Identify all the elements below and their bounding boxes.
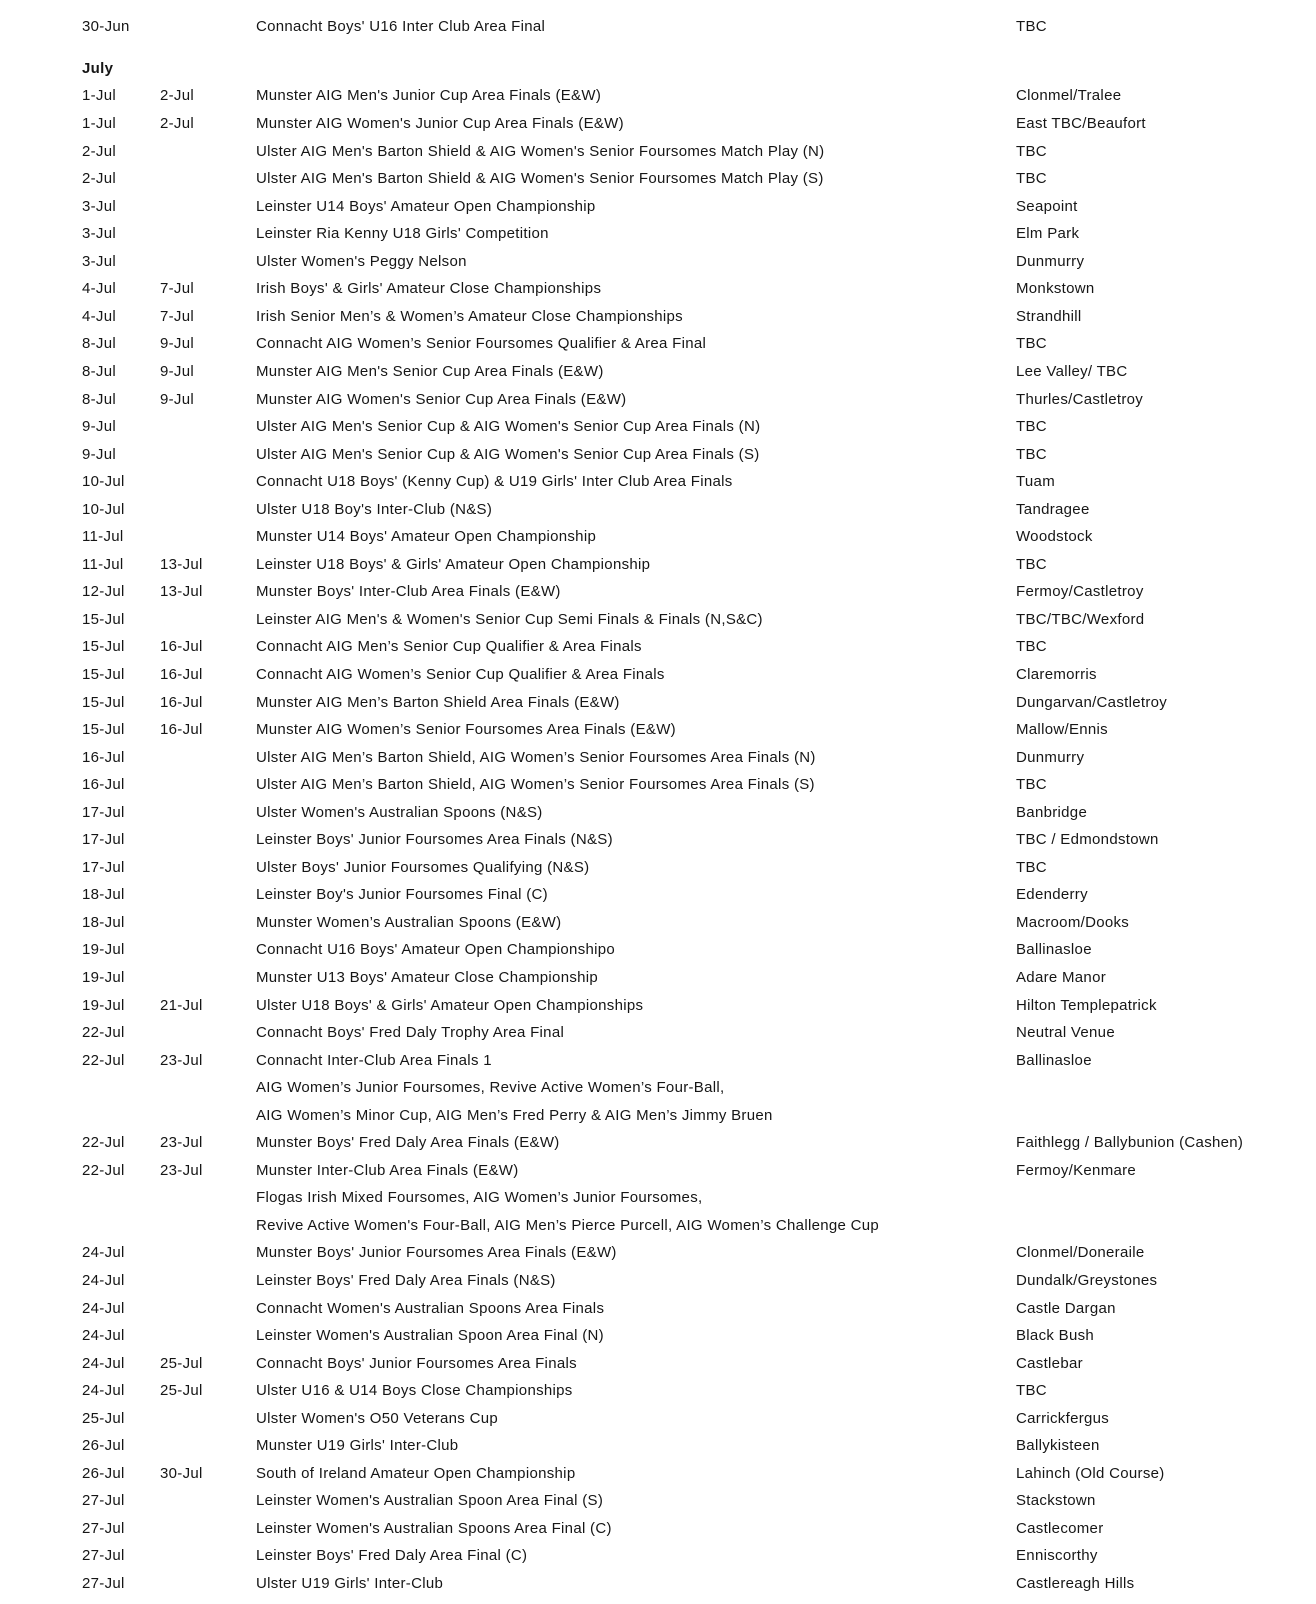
schedule-row: [0, 110, 1316, 138]
schedule-row: [0, 1295, 1316, 1323]
start-date-cell: 19-Jul: [82, 941, 125, 959]
venue-cell: TBC: [1016, 170, 1047, 188]
schedule-row: [0, 854, 1316, 882]
schedule-row: [0, 193, 1316, 221]
schedule-row: [0, 799, 1316, 827]
start-date-cell: 27-Jul: [82, 1547, 125, 1565]
venue-cell: Fermoy/Castletroy: [1016, 583, 1144, 601]
venue-cell: Neutral Venue: [1016, 1024, 1115, 1042]
event-name-cell: Connacht AIG Women’s Senior Foursomes Qualifier & Area Final: [256, 335, 707, 353]
end-date-cell: 21-Jul: [160, 996, 203, 1014]
schedule-row: [0, 964, 1316, 992]
schedule-row: [0, 1432, 1316, 1460]
month-heading: July: [82, 59, 114, 77]
event-name-cell: Ulster U16 & U14 Boys Close Championships: [256, 1382, 573, 1400]
schedule-row: [0, 716, 1316, 744]
schedule-row: [0, 1515, 1316, 1543]
start-date-cell: 27-Jul: [82, 1575, 125, 1593]
venue-cell: Lahinch (Old Course): [1016, 1464, 1165, 1482]
venue-cell: TBC: [1016, 776, 1047, 794]
schedule-row: [0, 303, 1316, 331]
venue-cell: Seapoint: [1016, 197, 1078, 215]
schedule-row: [0, 413, 1316, 441]
event-name-cell: Munster AIG Men's Senior Cup Area Finals (E&W): [256, 362, 604, 380]
event-name-cell: Leinster Boys' Fred Daly Area Finals (N&S): [256, 1272, 556, 1289]
month-heading-row: [0, 55, 1316, 83]
start-date-cell: 17-Jul: [82, 831, 125, 849]
start-date-cell: 27-Jul: [82, 1492, 125, 1510]
venue-cell: Dungarvan/Castletroy: [1016, 693, 1168, 711]
schedule-row: [0, 1129, 1316, 1157]
start-date-cell: 3-Jul: [82, 252, 117, 270]
end-date-cell: 9-Jul: [160, 390, 195, 408]
schedule-row: [0, 220, 1316, 248]
venue-cell: Elm Park: [1016, 225, 1080, 243]
start-date-cell: 9-Jul: [82, 445, 117, 463]
venue-cell: Black Bush: [1016, 1327, 1095, 1345]
start-date-cell: 24-Jul: [82, 1354, 125, 1372]
start-date-cell: 22-Jul: [82, 1051, 125, 1069]
venue-cell: Dunmurry: [1016, 252, 1085, 270]
schedule-row: [0, 165, 1316, 193]
venue-cell: Castle Dargan: [1016, 1299, 1116, 1317]
start-date-cell: 11-Jul: [82, 555, 124, 573]
start-date-cell: 15-Jul: [82, 693, 125, 711]
schedule-row: [0, 661, 1316, 689]
event-name-cell: Connacht U16 Boys' Amateur Open Championshipo: [256, 941, 616, 959]
venue-cell: Ballinasloe: [1016, 1051, 1092, 1069]
start-date-cell: 3-Jul: [82, 197, 117, 215]
schedule-row: [0, 1019, 1316, 1047]
event-name-cell: Munster Boys' Junior Foursomes Area Finals (E&W): [256, 1244, 617, 1262]
schedule-row: [0, 1377, 1316, 1405]
event-name-cell: Leinster Women's Australian Spoon Area Final (N): [256, 1327, 604, 1345]
start-date-cell: 3-Jul: [82, 225, 117, 243]
venue-cell: Hilton Templepatrick: [1016, 996, 1157, 1014]
schedule-row: [0, 1239, 1316, 1267]
schedule-row: [0, 82, 1316, 110]
end-date-cell: 13-Jul: [160, 583, 203, 601]
start-date-cell: 24-Jul: [82, 1299, 125, 1317]
start-date-cell: 2-Jul: [82, 170, 117, 188]
schedule-row: [0, 468, 1316, 496]
end-date-cell: 30-Jul: [160, 1464, 203, 1482]
schedule-row: [0, 386, 1316, 414]
schedule-row: [0, 771, 1316, 799]
venue-cell: Banbridge: [1016, 803, 1088, 821]
event-name-cell: Leinster U14 Boys' Amateur Open Championship: [256, 197, 596, 215]
event-name-cell: Leinster Ria Kenny U18 Girls' Competition: [256, 225, 549, 243]
start-date-cell: 2-Jul: [82, 142, 117, 160]
venue-cell: Faithlegg / Ballybunion (Cashen): [1016, 1134, 1244, 1152]
venue-cell: East TBC/Beaufort: [1016, 115, 1146, 133]
schedule-row: [0, 1405, 1316, 1433]
start-date-cell: 16-Jul: [82, 748, 125, 766]
event-name-cell: Irish Boys' & Girls' Amateur Close Championships: [256, 280, 602, 298]
start-date-cell: 24-Jul: [82, 1272, 125, 1289]
start-date-cell: 12-Jul: [82, 583, 125, 601]
event-name-cell: Munster AIG Women’s Senior Foursomes Area Finals (E&W): [256, 721, 676, 739]
event-name-cell: Ulster U18 Boys' & Girls' Amateur Open Championships: [256, 996, 644, 1014]
event-name-cell: Ulster Women's O50 Veterans Cup: [256, 1409, 498, 1427]
end-date-cell: 2-Jul: [160, 115, 195, 133]
start-date-cell: 19-Jul: [82, 996, 125, 1014]
schedule-row: [0, 138, 1316, 166]
venue-cell: Monkstown: [1016, 280, 1095, 298]
schedule-row: [0, 881, 1316, 909]
event-name-cell: Revive Active Women's Four-Ball, AIG Men’s Pierce Purcell, AIG Women’s Challenge Cup: [256, 1216, 880, 1234]
venue-cell: TBC: [1016, 18, 1047, 35]
start-date-cell: 27-Jul: [82, 1519, 125, 1537]
venue-cell: Mallow/Ennis: [1016, 721, 1108, 739]
venue-cell: TBC: [1016, 335, 1047, 353]
start-date-cell: 10-Jul: [82, 473, 125, 491]
start-date-cell: 1-Jul: [82, 87, 117, 105]
end-date-cell: 23-Jul: [160, 1161, 203, 1179]
event-name-cell: Ulster Women's Australian Spoons (N&S): [256, 803, 543, 821]
venue-cell: Claremorris: [1016, 665, 1097, 683]
start-date-cell: 15-Jul: [82, 638, 125, 656]
event-name-cell: Ulster U18 Boy's Inter-Club (N&S): [256, 500, 493, 518]
event-name-cell: Leinster Boy's Junior Foursomes Final (C): [256, 886, 548, 904]
schedule-row: [0, 496, 1316, 524]
event-name-cell: Ulster AIG Men's Senior Cup & AIG Women's Senior Cup Area Finals (S): [256, 445, 760, 463]
start-date-cell: 18-Jul: [82, 913, 125, 931]
start-date-cell: 24-Jul: [82, 1244, 125, 1262]
event-name-cell: Munster U14 Boys' Amateur Open Championship: [256, 528, 597, 546]
event-name-cell: Ulster AIG Men's Barton Shield & AIG Women's Senior Foursomes Match Play (S): [256, 170, 824, 188]
event-name-cell: Munster U19 Girls' Inter-Club: [256, 1437, 459, 1455]
start-date-cell: 4-Jul: [82, 307, 117, 325]
schedule-row: [0, 578, 1316, 606]
event-name-cell: Ulster AIG Men's Barton Shield & AIG Women's Senior Foursomes Match Play (N): [256, 142, 825, 160]
event-name-cell: Ulster AIG Men’s Barton Shield, AIG Women’s Senior Foursomes Area Finals (S): [256, 776, 815, 794]
venue-cell: Macroom/Dooks: [1016, 913, 1130, 931]
event-name-cell: Munster AIG Men’s Barton Shield Area Finals (E&W): [256, 693, 620, 711]
venue-cell: Castlereagh Hills: [1016, 1575, 1135, 1593]
venue-cell: Clonmel/Doneraile: [1016, 1244, 1145, 1262]
start-date-cell: 17-Jul: [82, 803, 125, 821]
venue-cell: Castlecomer: [1016, 1519, 1104, 1537]
schedule-row: [0, 1570, 1316, 1598]
end-date-cell: 9-Jul: [160, 362, 195, 380]
end-date-cell: 23-Jul: [160, 1134, 203, 1152]
venue-cell: Strandhill: [1016, 307, 1082, 325]
event-continuation-row: [0, 1212, 1316, 1240]
end-date-cell: 13-Jul: [160, 555, 203, 573]
event-name-cell: Connacht Boys' Fred Daly Trophy Area Final: [256, 1024, 565, 1042]
end-date-cell: 2-Jul: [160, 87, 195, 105]
start-date-cell: 11-Jul: [82, 528, 124, 546]
venue-cell: Edenderry: [1016, 886, 1088, 904]
schedule-row: [0, 13, 1316, 41]
event-name-cell: Irish Senior Men’s & Women’s Amateur Close Championships: [256, 307, 683, 325]
venue-cell: Tandragee: [1016, 500, 1090, 518]
venue-cell: Dunmurry: [1016, 748, 1085, 766]
schedule-row: [0, 1157, 1316, 1185]
start-date-cell: 10-Jul: [82, 500, 125, 518]
event-name-cell: Connacht Boys' U16 Inter Club Area Final: [256, 18, 546, 35]
venue-cell: Woodstock: [1016, 528, 1093, 546]
event-name-cell: AIG Women’s Minor Cup, AIG Men’s Fred Perry & AIG Men’s Jimmy Bruen: [256, 1106, 773, 1124]
event-name-cell: Munster Inter-Club Area Finals (E&W): [256, 1161, 519, 1179]
event-name-cell: Connacht AIG Men’s Senior Cup Qualifier & Area Finals: [256, 638, 642, 656]
event-name-cell: Leinster Women's Australian Spoons Area Final (C): [256, 1519, 612, 1537]
event-name-cell: Leinster Women's Australian Spoon Area Final (S): [256, 1492, 604, 1510]
schedule-row: [0, 330, 1316, 358]
event-name-cell: Ulster AIG Men’s Barton Shield, AIG Women’s Senior Foursomes Area Finals (N): [256, 748, 816, 766]
start-date-cell: 8-Jul: [82, 335, 117, 353]
start-date-cell: 22-Jul: [82, 1161, 125, 1179]
event-name-cell: South of Ireland Amateur Open Championship: [256, 1464, 576, 1482]
event-continuation-row: [0, 1074, 1316, 1102]
end-date-cell: 7-Jul: [160, 280, 195, 298]
schedule-row: [0, 1542, 1316, 1570]
schedule-row: [0, 1267, 1316, 1295]
event-name-cell: Ulster Women's Peggy Nelson: [256, 252, 467, 270]
event-name-cell: AIG Women’s Junior Foursomes, Revive Active Women’s Four-Ball,: [256, 1079, 725, 1097]
venue-cell: Fermoy/Kenmare: [1016, 1161, 1137, 1179]
schedule-row: [0, 1350, 1316, 1378]
event-name-cell: Ulster Boys' Junior Foursomes Qualifying (N&S): [256, 858, 590, 876]
venue-cell: TBC: [1016, 858, 1047, 876]
event-name-cell: Leinster AIG Men's & Women's Senior Cup Semi Finals & Finals (N,S&C): [256, 610, 763, 628]
venue-cell: Enniscorthy: [1016, 1547, 1098, 1565]
event-name-cell: Munster AIG Women's Senior Cup Area Finals (E&W): [256, 390, 627, 408]
venue-cell: TBC: [1016, 445, 1047, 463]
venue-cell: Thurles/Castletroy: [1016, 390, 1144, 408]
venue-cell: TBC: [1016, 142, 1047, 160]
start-date-cell: 24-Jul: [82, 1382, 125, 1400]
schedule-row: [0, 358, 1316, 386]
schedule-row: [0, 1460, 1316, 1488]
schedule-row: [0, 248, 1316, 276]
venue-cell: TBC / Edmondstown: [1016, 831, 1159, 849]
schedule-row: [0, 441, 1316, 469]
schedule-row: [0, 936, 1316, 964]
venue-cell: Adare Manor: [1016, 968, 1107, 986]
venue-cell: Ballinasloe: [1016, 941, 1092, 959]
venue-cell: TBC: [1016, 1382, 1047, 1400]
start-date-cell: 16-Jul: [82, 776, 125, 794]
event-name-cell: Leinster U18 Boys' & Girls' Amateur Open Championship: [256, 555, 651, 573]
venue-cell: TBC: [1016, 418, 1047, 436]
start-date-cell: 22-Jul: [82, 1134, 125, 1152]
event-name-cell: Leinster Boys' Fred Daly Area Final (C): [256, 1547, 528, 1565]
end-date-cell: 16-Jul: [160, 721, 203, 739]
venue-cell: Carrickfergus: [1016, 1409, 1110, 1427]
event-name-cell: Leinster Boys' Junior Foursomes Area Finals (N&S): [256, 831, 613, 849]
venue-cell: TBC: [1016, 638, 1047, 656]
start-date-cell: 15-Jul: [82, 721, 125, 739]
event-continuation-row: [0, 1102, 1316, 1130]
start-date-cell: 24-Jul: [82, 1327, 125, 1345]
venue-cell: Clonmel/Tralee: [1016, 87, 1122, 105]
venue-cell: Dundalk/Greystones: [1016, 1272, 1158, 1289]
schedule-row: [0, 1047, 1316, 1075]
start-date-cell: 8-Jul: [82, 390, 117, 408]
event-name-cell: Munster Women’s Australian Spoons (E&W): [256, 913, 562, 931]
venue-cell: Tuam: [1016, 473, 1055, 491]
venue-cell: TBC: [1016, 555, 1047, 573]
schedule-row: [0, 1322, 1316, 1350]
start-date-cell: 26-Jul: [82, 1464, 125, 1482]
start-date-cell: 8-Jul: [82, 362, 117, 380]
event-name-cell: Connacht Women's Australian Spoons Area Finals: [256, 1299, 605, 1317]
event-name-cell: Munster Boys' Inter-Club Area Finals (E&W): [256, 583, 561, 601]
schedule-row: [0, 275, 1316, 303]
schedule-row: [0, 523, 1316, 551]
schedule-row: [0, 1487, 1316, 1515]
event-name-cell: Munster AIG Men's Junior Cup Area Finals (E&W): [256, 87, 602, 105]
venue-cell: Ballykisteen: [1016, 1437, 1100, 1455]
venue-cell: Lee Valley/ TBC: [1016, 362, 1128, 380]
venue-cell: Castlebar: [1016, 1354, 1083, 1372]
schedule-row: [0, 826, 1316, 854]
end-date-cell: 23-Jul: [160, 1051, 203, 1069]
end-date-cell: 25-Jul: [160, 1354, 203, 1372]
start-date-cell: 22-Jul: [82, 1024, 125, 1042]
event-name-cell: Flogas Irish Mixed Foursomes, AIG Women’s Junior Foursomes,: [256, 1189, 703, 1207]
event-name-cell: Connacht U18 Boys' (Kenny Cup) & U19 Girls' Inter Club Area Finals: [256, 473, 733, 491]
start-date-cell: 25-Jul: [82, 1409, 125, 1427]
start-date-cell: 9-Jul: [82, 418, 117, 436]
start-date-cell: 18-Jul: [82, 886, 125, 904]
schedule-row: [0, 633, 1316, 661]
event-name-cell: Ulster AIG Men's Senior Cup & AIG Women's Senior Cup Area Finals (N): [256, 418, 761, 436]
start-date-cell: 26-Jul: [82, 1437, 125, 1455]
event-name-cell: Connacht AIG Women’s Senior Cup Qualifier & Area Finals: [256, 665, 665, 683]
start-date-cell: 30-Jun: [82, 18, 130, 35]
venue-cell: TBC/TBC/Wexford: [1016, 610, 1145, 628]
schedule-row: [0, 992, 1316, 1020]
start-date-cell: 17-Jul: [82, 858, 125, 876]
end-date-cell: 25-Jul: [160, 1382, 203, 1400]
schedule-row: [0, 551, 1316, 579]
schedule-row: [0, 689, 1316, 717]
start-date-cell: 15-Jul: [82, 610, 125, 628]
start-date-cell: 1-Jul: [82, 115, 117, 133]
end-date-cell: 16-Jul: [160, 693, 203, 711]
event-continuation-row: [0, 1184, 1316, 1212]
end-date-cell: 7-Jul: [160, 307, 195, 325]
event-name-cell: Munster U13 Boys' Amateur Close Championship: [256, 968, 599, 986]
event-name-cell: Munster AIG Women's Junior Cup Area Finals (E&W): [256, 115, 624, 133]
start-date-cell: 19-Jul: [82, 968, 125, 986]
event-name-cell: Munster Boys' Fred Daly Area Finals (E&W): [256, 1134, 560, 1152]
start-date-cell: 15-Jul: [82, 665, 125, 683]
schedule-row: [0, 909, 1316, 937]
schedule-row: [0, 744, 1316, 772]
event-name-cell: Connacht Inter-Club Area Finals 1: [256, 1051, 492, 1069]
end-date-cell: 9-Jul: [160, 335, 195, 353]
event-name-cell: Ulster U19 Girls' Inter-Club: [256, 1575, 444, 1593]
end-date-cell: 16-Jul: [160, 638, 203, 656]
venue-cell: Stackstown: [1016, 1492, 1096, 1510]
start-date-cell: 4-Jul: [82, 280, 117, 298]
event-name-cell: Connacht Boys' Junior Foursomes Area Finals: [256, 1354, 577, 1372]
end-date-cell: 16-Jul: [160, 665, 203, 683]
schedule-row: [0, 606, 1316, 634]
